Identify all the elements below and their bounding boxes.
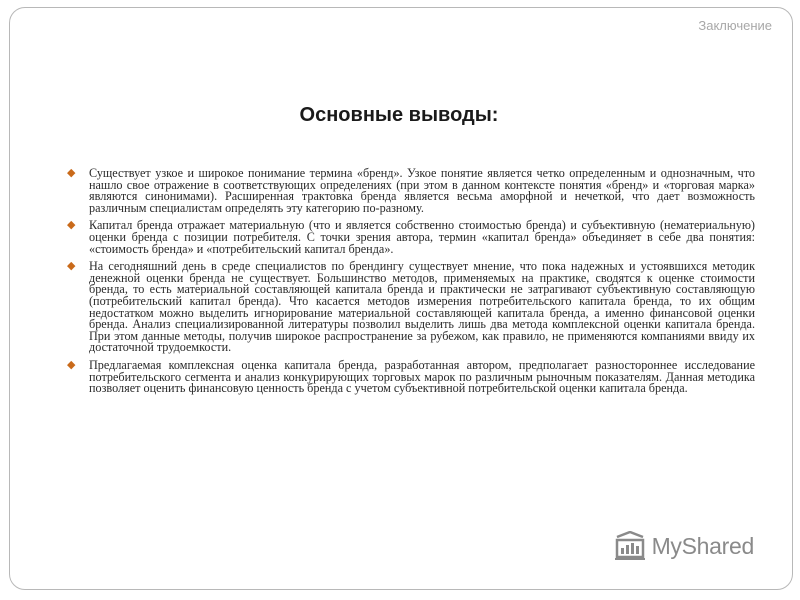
bullet-text: Предлагаемая комплексная оценка капитала бренда, разработанная автором, предполагает разностороннее исследование потребительского сегмента и анализ конкурирующих торговых марок по различным рыночным показателям. Данная методика позволяет оценить финансовую ценность бренда с учетом субъективной потребительской оценки капитала бренда.: [89, 357, 755, 396]
bullet-icon: ◆: [67, 219, 76, 232]
bullet-item: [65, 357, 755, 396]
bullet-item: [65, 220, 755, 255]
bullet-text: Существует узкое и широкое понимание термина «бренд». Узкое понятие является четко определенным и однозначным, что нашло свое отражение в соответствующих определениях (при этом в данном контексте понятия «бренд» и «торговая марка» являются синонимами). Расширенная трактовка бренда является весьма аморфной и нечеткой, что дает возможность различным специалистам определять эту категорию по-разному.: [89, 166, 755, 215]
bullet-list: [65, 168, 755, 401]
slide-frame: [9, 7, 793, 590]
bullet-icon: ◆: [67, 358, 76, 371]
slide-title: Основные выводы:: [299, 104, 499, 126]
bullet-text: Капитал бренда отражает материальную (что и является собственно стоимостью бренда) и субъективную (нематериальную) оценки бренда с позиции потребителя. С точки зрения автора, термин «капитал бренда» объединяет в себе два понятия: «стоимость бренда» и «потребительский капитал бренда».: [89, 218, 755, 256]
logo-text: MyShared: [651, 532, 754, 559]
bullet-item: [65, 261, 755, 354]
section-label: Заключение: [698, 18, 772, 33]
bullet-text: На сегодняшний день в среде специалистов по брендингу существует мнение, что пока надежных и устоявшихся методик денежной оценки бренда не существует. Большинство методов, применяемых на практике, сводятся к оценке стоимости бренда, то есть материальной составляющей капитала бренда и практически не затрагивают субъективную составляющую (потребительский капитал бренда). Что касается методов измерения потребительского капитала бренда, то их общим недостатком можно выделить игнорирование материальной составляющей капитала бренда, а именно финансовой оценки бренда. Анализ специализированной литературы позволил выделить лишь два метода комплексной оценки капитала бренда. При этом данные методы, получив широкое распространение за рубежом, как правило, не применяются компаниями ввиду их достаточной трудоемкости.: [89, 259, 755, 355]
myshared-logo-icon: [614, 531, 646, 561]
bullet-icon: ◆: [67, 260, 76, 273]
myshared-logo[interactable]: [614, 531, 754, 561]
bullet-item: [65, 168, 755, 214]
bullet-icon: ◆: [67, 167, 76, 179]
